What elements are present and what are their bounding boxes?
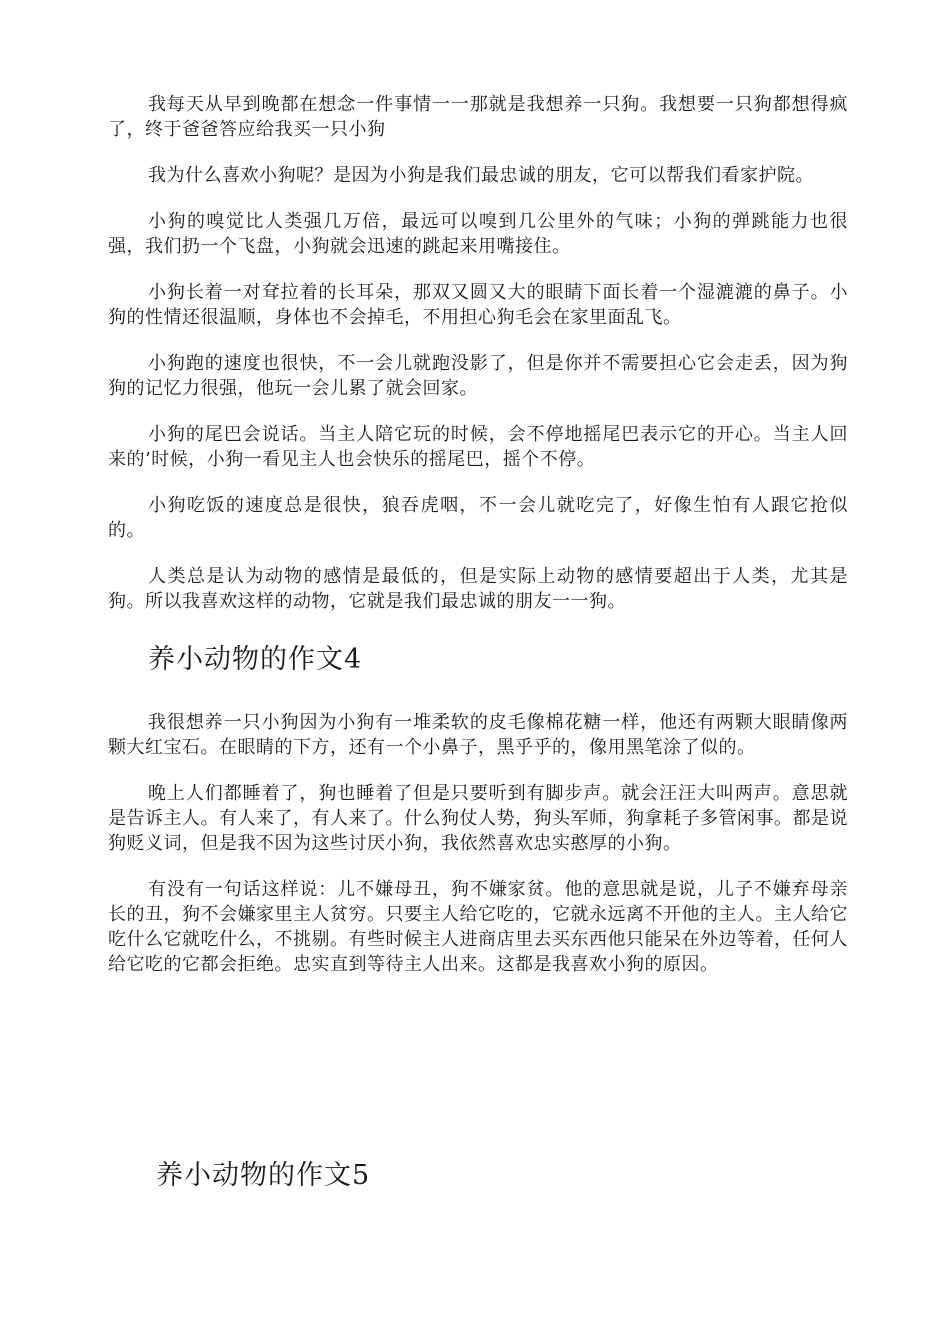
section-5-heading: 养小动物的作文5	[156, 1160, 371, 1191]
section-4-heading: 养小动物的作文4	[148, 644, 363, 675]
paragraph-3-3: 小狗的嗅觉比人类强几万倍，最远可以嗅到几公里外的气味；小狗的弹跳能力也很强，我们扔一个飞盘，小狗就会迅速的跳起来用嘴接住。	[108, 211, 848, 257]
paragraph-3-5: 小狗跑的速度也很快，不一会儿就跑没影了，但是你并不需要担心它会走丢，因为狗狗的记忆力很强，他玩一会儿累了就会回家。	[108, 353, 848, 399]
paragraph-3-2: 我为什么喜欢小狗呢？是因为小狗是我们最忠诚的朋友，它可以帮我们看家护院。	[148, 165, 814, 186]
paragraph-3-6: 小狗的尾巴会说话。当主人陪它玩的时候，会不停地摇尾巴表示它的开心。当主人回来的’时候，小狗一看见主人也会快乐的摇尾巴，摇个不停。	[108, 424, 848, 470]
paragraph-3-8: 人类总是认为动物的感情是最低的，但是实际上动物的感情要超出于人类，尤其是狗。所以我喜欢这样的动物，它就是我们最忠诚的朋友一一狗。	[108, 566, 848, 612]
paragraph-4-2: 晚上人们都睡着了，狗也睡着了但是只要听到有脚步声。就会汪汪大叫两声。意思就是告诉主人。有人来了，有人来了。什么狗仗人势，狗头军师，狗拿耗子多管闲事。都是说狗贬义词，但是我不因为这些讨厌小狗，我依然喜欢忠实憨厚的小狗。	[108, 783, 848, 854]
paragraph-4-1: 我很想养一只小狗因为小狗有一堆柔软的皮毛像棉花糖一样，他还有两颗大眼睛像两颗大红宝石。在眼睛的下方，还有一个小鼻子，黑乎乎的，像用黑笔涂了似的。	[108, 712, 848, 758]
paragraph-4-3: 有没有一句话这样说：儿不嫌母丑，狗不嫌家贫。他的意思就是说，儿子不嫌弃母亲长的丑，狗不会嫌家里主人贫穷。只要主人给它吃的，它就永远离不开他的主人。主人给它吃什么它就吃什么，不挑剔。有些时候主人进商店里去买东西他只能呆在外边等着，任何人给它吃的它都会拒绝。忠实直到等待主人出来。这都是我喜欢小狗的原因。	[108, 879, 848, 975]
paragraph-3-1: 我每天从早到晚都在想念一件事情一一那就是我想养一只狗。我想要一只狗都想得疯了，终于爸爸答应给我买一只小狗	[108, 94, 848, 140]
paragraph-3-7: 小狗吃饭的速度总是很快，狼吞虎咽，不一会儿就吃完了，好像生怕有人跟它抢似的。	[108, 495, 848, 541]
paragraph-3-4: 小狗长着一对耷拉着的长耳朵，那双又圆又大的眼睛下面长着一个湿漉漉的鼻子。小狗的性情还很温顺，身体也不会掉毛，不用担心狗毛会在家里面乱飞。	[108, 282, 848, 328]
document-page	[108, 92, 848, 998]
